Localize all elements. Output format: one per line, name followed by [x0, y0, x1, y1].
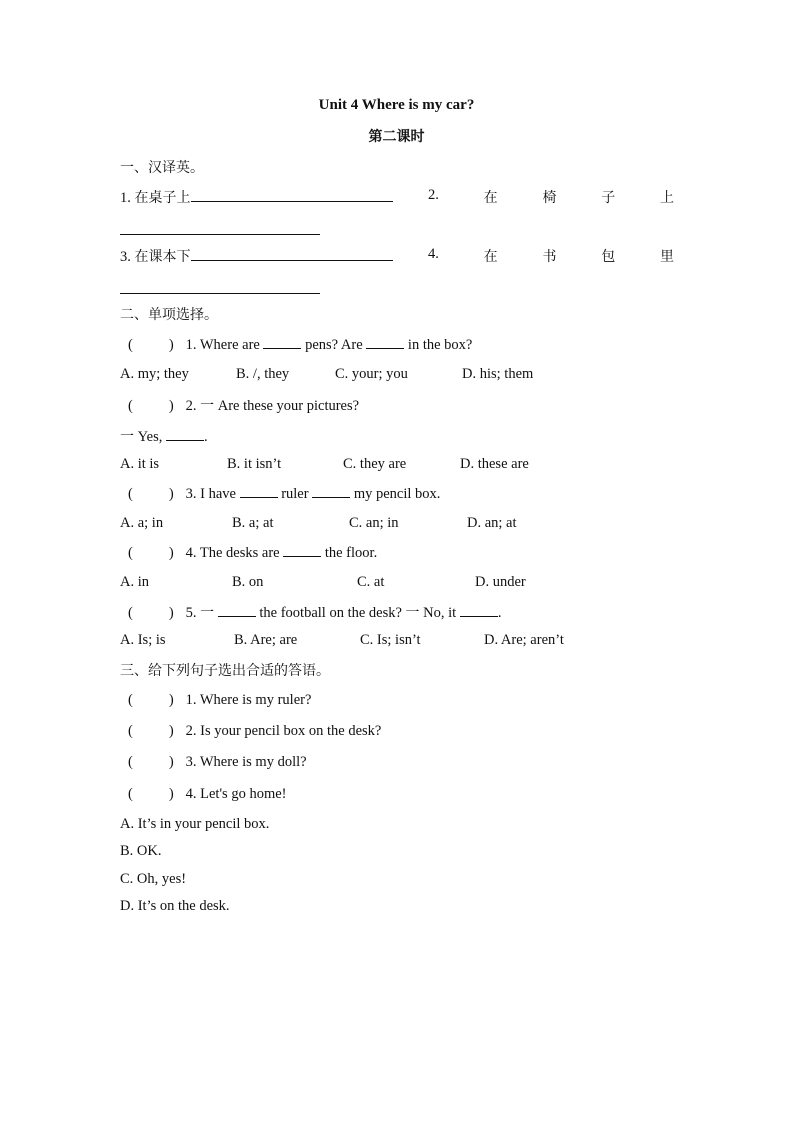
question-text: I have — [200, 486, 236, 502]
question-number: 1. — [185, 692, 197, 708]
item-number: 4. — [428, 246, 439, 262]
item-char: 子 — [601, 190, 616, 206]
q2-reply — [120, 426, 208, 446]
question-text: Let's go home! — [200, 786, 287, 802]
item-char: 包 — [601, 249, 616, 265]
lesson-subtitle: 第二课时 — [368, 129, 425, 145]
choice-question-1 — [128, 336, 472, 354]
option-b[interactable]: B. Are; are — [234, 632, 298, 648]
section1-heading: 一、汉译英。 — [120, 160, 204, 176]
match-question-4 — [128, 786, 287, 803]
option-c[interactable]: C. your; you — [335, 366, 408, 382]
question-text: the floor. — [324, 545, 378, 561]
dialogue-dash: 一 — [120, 429, 134, 445]
item-number: 3. — [120, 249, 131, 265]
option-d[interactable]: D. Are; aren’t — [484, 632, 564, 648]
question-number: 2. — [185, 398, 197, 414]
section2-heading: 二、单项选择。 — [120, 307, 218, 323]
blank[interactable] — [283, 544, 321, 557]
item-char: 上 — [660, 190, 674, 206]
option-a[interactable]: A. a; in — [120, 515, 164, 531]
option-a[interactable]: A. my; they — [120, 366, 189, 382]
option-c[interactable]: C. an; in — [349, 515, 399, 531]
question-text: Where are — [199, 337, 260, 353]
answer-paren-open[interactable]: ( — [128, 786, 133, 802]
question-text: in the box? — [407, 337, 473, 353]
answer-paren-close: ) — [168, 486, 174, 502]
option-b[interactable]: B. a; at — [232, 515, 274, 531]
answer-paren-close: ) — [168, 337, 174, 353]
blank[interactable] — [312, 485, 350, 498]
answer-paren-open[interactable]: ( — [128, 398, 133, 414]
question-text: my pencil box. — [353, 486, 441, 502]
reply-period: . — [203, 429, 208, 445]
blank[interactable] — [263, 336, 301, 349]
answer-paren-open[interactable]: ( — [128, 337, 133, 353]
translation-item-4-blank[interactable] — [120, 279, 320, 299]
blank[interactable] — [240, 485, 278, 498]
question-text: pens? Are — [305, 337, 363, 353]
answer-paren-open[interactable]: ( — [128, 754, 133, 770]
dialogue-dash: 一 — [200, 605, 215, 621]
answer-blank[interactable] — [120, 220, 320, 235]
section3-heading: 三、给下列句子选出合适的答语。 — [120, 663, 330, 679]
option-b[interactable]: B. it isn’t — [227, 456, 282, 472]
question-text: Where is my doll? — [199, 754, 307, 770]
option-d[interactable]: D. under — [475, 574, 526, 590]
option-d[interactable]: D. his; them — [462, 366, 534, 382]
answer-blank[interactable] — [191, 187, 393, 202]
answer-option-b: B. OK. — [120, 843, 162, 859]
question-text: Are these your pictures? — [217, 398, 360, 414]
answer-blank[interactable] — [191, 246, 393, 261]
option-b[interactable]: B. /, they — [236, 366, 290, 382]
answer-paren-close: ) — [168, 692, 174, 708]
answer-paren-open[interactable]: ( — [128, 692, 133, 708]
question-text: The desks are — [199, 545, 280, 561]
choice-question-5 — [128, 602, 501, 622]
reply-text: No, it — [423, 605, 457, 621]
question-number: 4. — [185, 545, 197, 561]
option-c[interactable]: C. Is; isn’t — [360, 632, 421, 648]
answer-option-a: A. It’s in your pencil box. — [120, 816, 270, 832]
choice-question-4 — [128, 544, 377, 562]
answer-paren-open[interactable]: ( — [128, 545, 133, 561]
item-text: 在课本下 — [134, 249, 191, 265]
question-number: 3. — [185, 754, 197, 770]
question-text: the football on the desk? — [259, 605, 402, 621]
translation-item-4 — [428, 246, 674, 266]
reply-period: . — [497, 605, 502, 621]
answer-paren-open[interactable]: ( — [128, 486, 133, 502]
item-text: 在桌子上 — [134, 190, 191, 206]
match-question-2 — [128, 723, 381, 740]
answer-option-c: C. Oh, yes! — [120, 871, 187, 887]
option-a[interactable]: A. in — [120, 574, 149, 590]
answer-option-d: D. It’s on the desk. — [120, 898, 230, 914]
answer-paren-open[interactable]: ( — [128, 605, 133, 621]
item-char: 在 — [483, 190, 498, 206]
translation-item-2-blank[interactable] — [120, 220, 320, 240]
blank[interactable] — [460, 604, 498, 617]
option-a[interactable]: A. Is; is — [120, 632, 166, 648]
choice-question-3 — [128, 485, 440, 503]
translation-item-2 — [428, 187, 674, 207]
page-title: Unit 4 Where is my car? — [318, 97, 475, 113]
translation-item-3 — [120, 246, 393, 266]
question-number: 2. — [185, 723, 197, 739]
option-c[interactable]: C. at — [357, 574, 385, 590]
item-char: 书 — [542, 249, 557, 265]
answer-paren-close: ) — [168, 786, 174, 802]
match-question-3 — [128, 754, 307, 771]
option-d[interactable]: D. an; at — [467, 515, 517, 531]
answer-blank[interactable] — [120, 279, 320, 294]
question-number: 5. — [185, 605, 197, 621]
question-text: ruler — [281, 486, 309, 502]
answer-paren-open[interactable]: ( — [128, 723, 133, 739]
reply-text: Yes, — [137, 429, 163, 445]
translation-item-1 — [120, 187, 393, 207]
answer-paren-close: ) — [168, 723, 174, 739]
option-d[interactable]: D. these are — [460, 456, 529, 472]
dialogue-dash: 一 — [200, 398, 215, 414]
option-a[interactable]: A. it is — [120, 456, 160, 472]
answer-paren-close: ) — [168, 754, 174, 770]
answer-paren-close: ) — [168, 545, 174, 561]
blank[interactable] — [218, 604, 256, 617]
answer-paren-close: ) — [168, 398, 174, 414]
item-char: 椅 — [542, 190, 557, 206]
item-number: 2. — [428, 187, 439, 203]
question-text: Is your pencil box on the desk? — [200, 723, 382, 739]
dialogue-dash: 一 — [405, 605, 420, 621]
blank[interactable] — [166, 428, 204, 441]
item-char: 里 — [660, 249, 674, 265]
question-number: 3. — [185, 486, 197, 502]
blank[interactable] — [366, 336, 404, 349]
item-number: 1. — [120, 190, 131, 206]
match-question-1 — [128, 692, 311, 709]
answer-paren-close: ) — [168, 605, 174, 621]
option-c[interactable]: C. they are — [343, 456, 407, 472]
item-char: 在 — [483, 249, 498, 265]
question-number: 1. — [185, 337, 197, 353]
question-number: 4. — [185, 786, 197, 802]
option-b[interactable]: B. on — [232, 574, 264, 590]
question-text: Where is my ruler? — [199, 692, 312, 708]
choice-question-2 — [128, 395, 359, 415]
